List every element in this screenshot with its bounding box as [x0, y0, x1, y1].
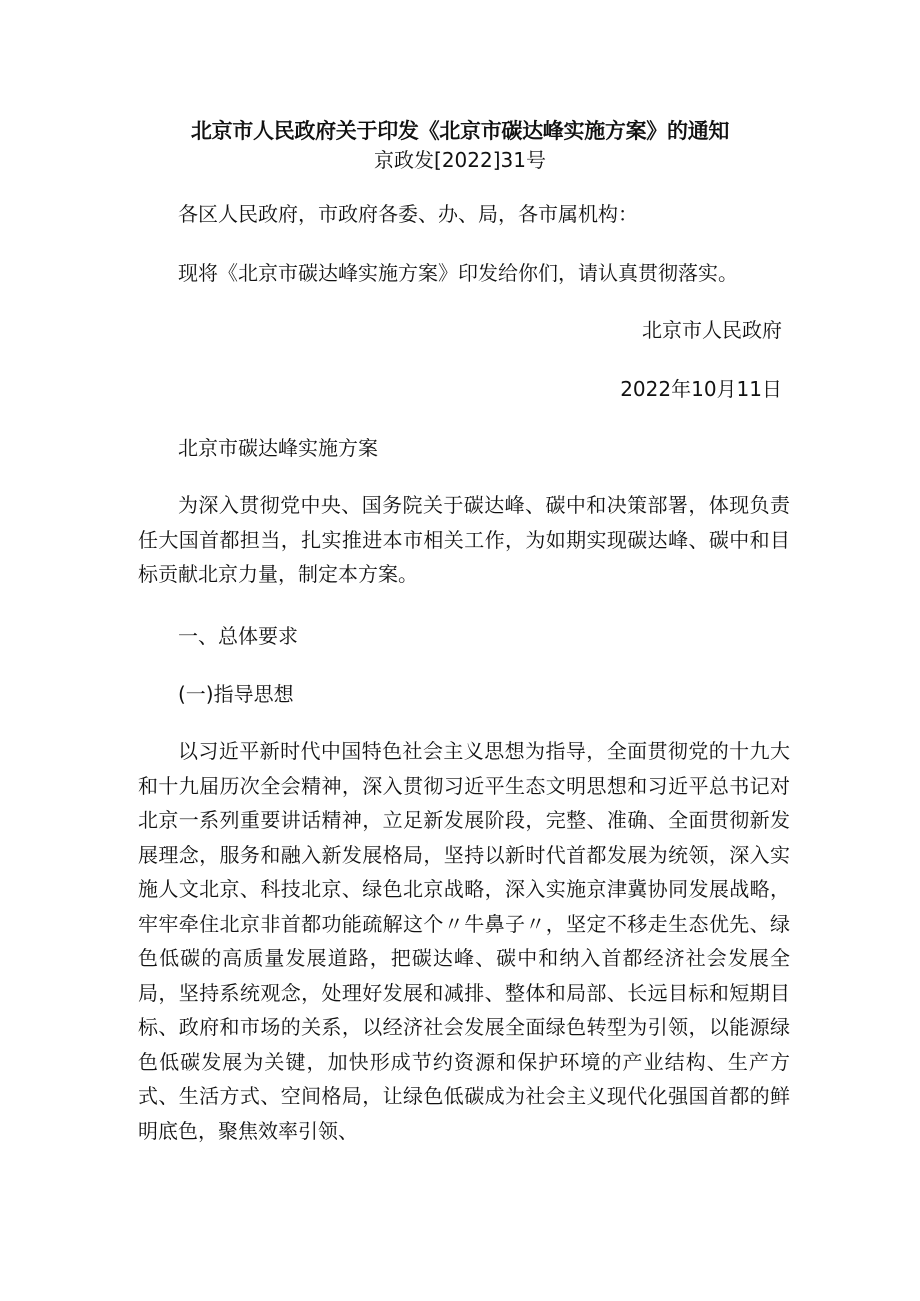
notice-text: 现将《北京市碳达峰实施方案》印发给你们，请认真贯彻落实。	[178, 261, 738, 285]
plan-title: 北京市碳达峰实施方案	[178, 436, 378, 460]
subsection-heading-guiding-ideology: (一)指导思想	[178, 682, 294, 706]
intro-paragraph: 为深入贯彻党中央、国务院关于碳达峰、碳中和决策部署，体现负责任大国首都担当，扎实推进本市相关工作，为如期实现碳达峰、碳中和目标贡献北京力量，制定本方案。	[138, 493, 790, 586]
salutation: 各区人民政府，市政府各委、办、局，各市属机构：	[178, 202, 638, 226]
document-title: 北京市人民政府关于印发《北京市碳达峰实施方案》的通知	[190, 119, 730, 143]
issue-date: 2022年10月11日	[620, 377, 782, 401]
guiding-ideology-paragraph: 以习近平新时代中国特色社会主义思想为指导，全面贯彻党的十九大和十九届历次全会精神，深入贯彻习近平生态文明思想和习近平总书记对北京一系列重要讲话精神，立足新发展阶段，完整、准确、全面贯彻新发展理念，服务和融入新发展格局，坚持以新时代首都发展为统领，深入实施人文北京、科技北京、绿色北京战略，深入实施京津冀协同发展战略，牢牢牵住北京非首都功能疏解这个〃牛鼻子〃，坚定不移走生态优先、绿色低碳的高质量发展道路，把碳达峰、碳中和纳入首都经济社会发展全局，坚持系统观念，处理好发展和减排、整体和局部、长远目标和短期目标、政府和市场的关系，以经济社会发展全面绿色转型为引领，以能源绿色低碳发展为关键，加快形成节约资源和保护环境的产业结构、生产方式、生活方式、空间格局，让绿色低碳成为社会主义现代化强国首都的鲜明底色，聚焦效率引领、	[138, 739, 790, 1143]
issuer-signature: 北京市人民政府	[642, 318, 782, 342]
document-number: 京政发[2022]31号	[374, 148, 546, 172]
section-heading-general-requirements: 一、总体要求	[178, 624, 298, 648]
